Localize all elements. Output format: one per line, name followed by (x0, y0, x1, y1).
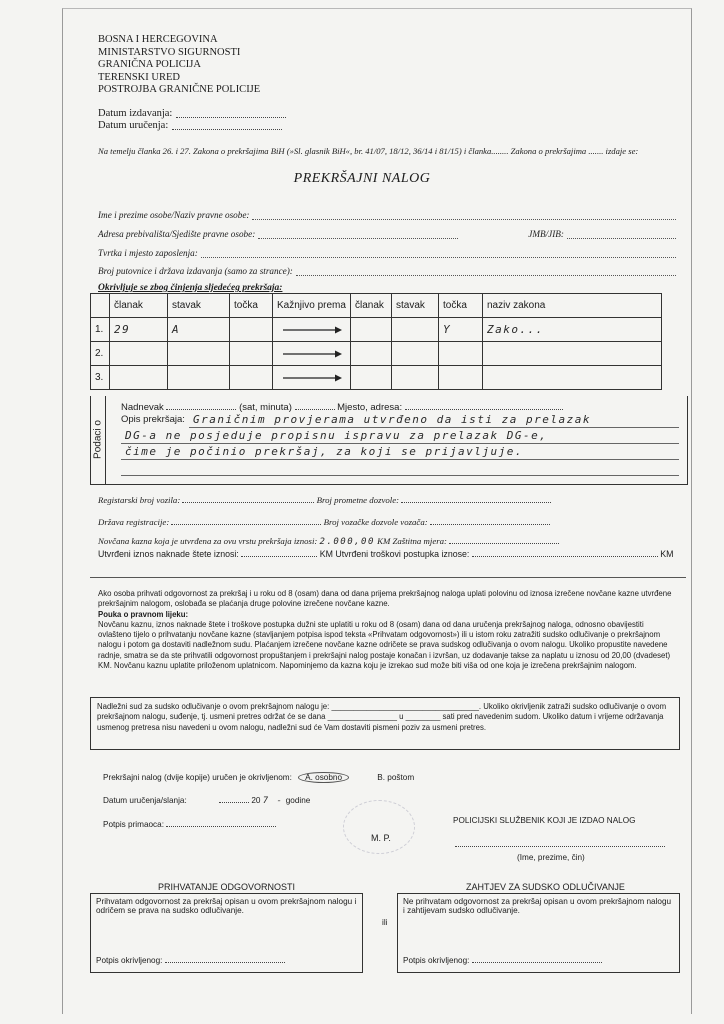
law-name-cell[interactable] (483, 366, 662, 390)
table-row (91, 318, 662, 342)
tocka-cell[interactable] (230, 318, 273, 342)
header-line: POSTROJBA GRANIČNE POLICIJE (98, 84, 261, 95)
clanak-cell[interactable] (110, 342, 168, 366)
law-name-cell[interactable] (483, 342, 662, 366)
stavak2-cell[interactable] (392, 318, 439, 342)
stamp-seal (343, 800, 415, 854)
tocka2-cell[interactable]: Y (439, 318, 483, 342)
vehicle-reg-row (98, 495, 551, 505)
address-field[interactable] (98, 229, 676, 239)
incident-details-box (90, 396, 688, 485)
clanak-cell[interactable] (110, 366, 168, 390)
description-line: čime je počinio prekršaj, za koji se prijavljuje. (121, 444, 679, 460)
delivery-date-year: 20 (251, 796, 261, 805)
header-line: GRANIČNA POLICIJA (98, 59, 201, 70)
form-page (62, 8, 692, 1014)
nadnevak-field[interactable] (166, 409, 236, 410)
nadnevak-row (121, 402, 563, 413)
right-arrow-icon (281, 350, 343, 358)
company-label: Tvrtka i mjesto zaposlenja: (98, 248, 198, 258)
stavak-cell[interactable] (168, 366, 230, 390)
header-cell: točka (230, 294, 273, 318)
fine-km-label: KM Zaštitna mjera: (377, 536, 447, 546)
officer-sign-field[interactable] (455, 846, 665, 847)
violations-table (90, 293, 662, 390)
clanak2-cell[interactable] (351, 342, 392, 366)
header-line: MINISTARSTVO SIGURNOSTI (98, 46, 241, 58)
time-label: (sat, minuta) (239, 402, 292, 413)
fine-row (98, 536, 559, 547)
costs-label: KM Utvrđeni troškovi postupka iznose: (319, 549, 470, 559)
legal-remedy-text: Novčanu kaznu, iznos naknade štete i troškove postupka dužni ste uplatiti u roku od 8 (osam) dana od dana uručenja prekršajnog naloga, odnosno obavijestiti ovlašteno tijelo o prihvatanju novčane kazne (stavljanjem potpisa ispod teksta «Prihvatam odgovornost») ili u istom roku zatražiti sudsko odlučivanje o prekršajnom nalogu i potom ga dostaviti nadležnom sudu. Plaćanjem izrečene novčane kazne odričete se prava sudskog odlučivanja o ovom nalogu. Ukoliko propustite navedene radnje, smatra se da ste prihvatili odgovornost propuštanjem i prekršajni nalog postaje konačan i izvršan, uz dodavanje takse za naplatu u iznosu od 20,00 (dvadeset) KM. Novčanu kaznu uplatite priloženom uplatnicom. Napominjemo da kazna koju je izrekao sud može biti viša od one koja je izrečena prekršajnim nalogom. (98, 619, 671, 671)
table-row (91, 366, 662, 390)
accept-box[interactable] (90, 893, 363, 973)
row-number: 2. (91, 342, 110, 366)
header-line: BOSNA I HERCEGOVINA (98, 34, 218, 45)
fine-value[interactable]: 2.000,00 (319, 537, 375, 547)
passport-label: Broj putovnice i država izdavanja (samo za strance): (98, 266, 293, 276)
header-cell: Kažnjivo prema (273, 294, 351, 318)
driver-license-field[interactable] (430, 524, 550, 525)
request-box[interactable] (397, 893, 680, 973)
dates-block (98, 108, 286, 132)
legal-basis: Na temelju članka 26. i 27. Zakona o prekršajima BiH (»Sl. glasnik BiH«, br. 41/07, 18/12, 36/14 i 81/15) i članka........ Zakona o prekršajima ....... izdaje se: (98, 146, 639, 156)
description-line: DG-a ne posjeduje propisnu ispravu za prelazak DG-e, (121, 428, 679, 444)
delivery-label: Prekršajni nalog (dvije kopije) uručen je okrivljenom: (103, 773, 292, 782)
description-line: Graničnim provjerama utvrđeno da isti za prelazak (189, 413, 679, 428)
delivered-date-label: Datum uručenja: (98, 120, 169, 131)
description-line (121, 460, 679, 476)
side-label-column (91, 396, 106, 484)
law-name-cell[interactable]: Zako... (483, 318, 662, 342)
reg-no-label: Registarski broj vozila: (98, 495, 181, 505)
damage-label: Utvrđeni iznos naknade štete iznosi: (98, 549, 239, 559)
delivery-row (103, 772, 414, 783)
request-sign-label: Potpis okrivljenog: (403, 956, 470, 965)
fine-label: Novčana kazna koja je utvrđena za ovu vrstu prekršaja iznosi: (98, 536, 318, 546)
header-cell: članak (110, 294, 168, 318)
place-label: Mjesto, adresa: (337, 402, 403, 413)
reg-state-field[interactable] (171, 524, 321, 525)
costs-field[interactable] (472, 556, 658, 557)
request-title: ZAHTJEV ZA SUDSKO ODLUČIVANJE (466, 882, 625, 892)
document-title: PREKRŠAJNI NALOG (293, 171, 431, 186)
recipient-sign-row (103, 820, 276, 829)
nadnevak-label: Nadnevak (121, 402, 164, 413)
request-text: Ne prihvatam odgovornost za prekršaj opisan u ovom prekršajnom nalogu i zahtijevam sudsko odlučivanje. (403, 897, 672, 915)
side-label: Podaci o (92, 420, 104, 459)
reg-no-field[interactable] (182, 502, 314, 503)
court-box (90, 697, 680, 750)
jmb-label: JMB/JIB: (528, 229, 564, 239)
tocka-cell[interactable] (230, 366, 273, 390)
option-b-post[interactable]: B. poštom (377, 773, 415, 782)
stavak-cell[interactable]: A (168, 318, 230, 342)
delivery-date-hand[interactable]: 7 - (262, 796, 284, 806)
issued-date-field[interactable] (176, 108, 286, 118)
stavak-cell[interactable] (168, 342, 230, 366)
mp-label: M. P. (371, 833, 391, 843)
reg-state-label: Država registracije: (98, 517, 170, 527)
payment-note: Ako osoba prihvati odgovornost za prekršaj i u roku od 8 (osam) dana od dana prijema prekršajnog naloga uplati polovinu od iznosa izrečene novčane kazne utvrđene prekršajnim nalogom, oslobađa se plaćanja druge polovine izrečene novčane kazne. (98, 589, 672, 609)
header-cell (91, 294, 110, 318)
accept-sign-field[interactable] (165, 962, 285, 963)
clanak2-cell[interactable] (351, 366, 392, 390)
godine-label: godine (285, 796, 311, 805)
arrow-cell (273, 342, 351, 366)
info-section (98, 589, 678, 671)
authority-header (98, 34, 260, 97)
damage-row (98, 549, 673, 559)
or-label: ili (382, 918, 388, 927)
traffic-license-field[interactable] (401, 502, 551, 503)
option-a-personal[interactable]: A. osobno (298, 772, 349, 783)
arrow-cell (273, 318, 351, 342)
charged-label: Okrivljuje se zbog činjenja sljedećeg prekršaja: (98, 283, 283, 293)
accept-sign-label: Potpis okrivljenog: (96, 956, 163, 965)
arrow-cell (273, 366, 351, 390)
delivery-date-row (103, 796, 310, 806)
name-field[interactable] (98, 210, 676, 220)
clanak2-cell[interactable] (351, 318, 392, 342)
legal-remedy-title: Pouka o pravnom lijeku: (98, 609, 189, 619)
row-number: 3. (91, 366, 110, 390)
right-arrow-icon (281, 374, 343, 382)
header-line: TERENSKI URED (98, 71, 180, 83)
tocka-cell[interactable] (230, 342, 273, 366)
request-sign-field[interactable] (472, 962, 602, 963)
header-cell: stavak (392, 294, 439, 318)
table-header-row (91, 294, 662, 318)
company-field[interactable] (98, 248, 676, 258)
accept-text: Prihvatam odgovornost za prekršaj opisan u ovom prekršajnom nalogu i odričem se prava na sudsko odlučivanje. (96, 897, 357, 915)
table-row (91, 342, 662, 366)
place-field[interactable] (405, 409, 563, 410)
officer-sub-label: (Ime, prezime, čin) (517, 853, 585, 862)
header-cell: naziv zakona (483, 294, 662, 318)
traffic-license-label: Broj prometne dozvole: (316, 495, 400, 505)
recipient-sign-field[interactable] (166, 826, 276, 827)
delivered-date-field[interactable] (172, 120, 282, 130)
km-label: KM (660, 549, 674, 559)
row-number: 1. (91, 318, 110, 342)
delivery-date-label: Datum uručenja/slanja: (103, 796, 187, 805)
address-label: Adresa prebivališta/Sjedište pravne osobe: (98, 229, 256, 239)
header-cell: točka (439, 294, 483, 318)
request-sign-row (403, 956, 602, 965)
accept-sign-row (96, 956, 285, 965)
header-cell: članak (351, 294, 392, 318)
protective-measure-field[interactable] (449, 543, 559, 544)
opis-label: Opis prekršaja: (121, 414, 185, 425)
header-cell: stavak (168, 294, 230, 318)
time-field[interactable] (295, 409, 335, 410)
name-label: Ime i prezime osobe/Naziv pravne osobe: (98, 210, 250, 220)
stavak2-cell[interactable] (392, 366, 439, 390)
section-divider (90, 577, 686, 578)
damage-field[interactable] (241, 556, 317, 557)
clanak-cell[interactable]: 29 (110, 318, 168, 342)
driver-license-label: Broj vozačke dozvole vozača: (323, 517, 428, 527)
recipient-sign-label: Potpis primaoca: (103, 820, 164, 829)
issued-date-label: Datum izdavanja: (98, 108, 173, 119)
passport-field[interactable] (98, 266, 676, 276)
stavak2-cell[interactable] (392, 342, 439, 366)
tocka2-cell[interactable] (439, 342, 483, 366)
date-blank (219, 802, 249, 803)
vehicle-state-row (98, 517, 550, 527)
right-arrow-icon (281, 326, 343, 334)
accept-title: PRIHVATANJE ODGOVORNOSTI (158, 882, 296, 892)
court-text: Nadležni sud za sudsko odlučivanje o ovom prekršajnom nalogu je: __________________________________. Ukoliko okrivljenik zatraži sudsko odlučivanje o ovom prekršajnom nalogu, suđenje, tj. usmeni pretres održat će se dana ________________ u ________ sati pred navedenim sudom. Ukoliko datum i vrijeme održavanja usmenog pretresa nisu navedeni u ovom nalogu, nadležni sud će Vam dostaviti pismeni poziv za usmeni pretres. (97, 702, 667, 732)
officer-label: POLICIJSKI SLUŽBENIK KOJI JE IZDAO NALOG (453, 816, 636, 825)
tocka2-cell[interactable] (439, 366, 483, 390)
